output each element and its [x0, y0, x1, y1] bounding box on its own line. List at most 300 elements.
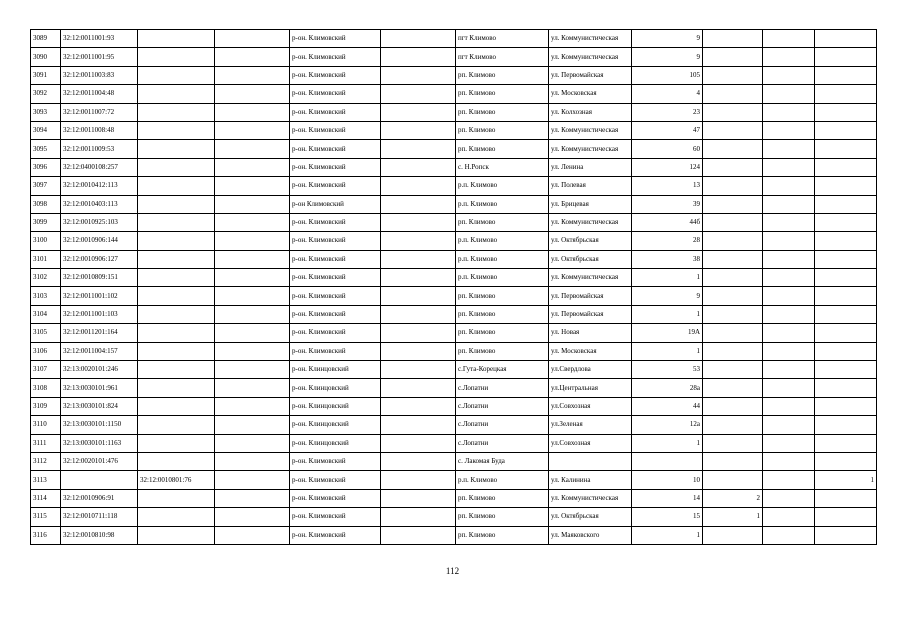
empty-cell: [215, 232, 290, 250]
district-cell: р-он. Климовский: [290, 121, 381, 139]
empty-cell: [763, 397, 815, 415]
value-cell-2: [815, 452, 877, 470]
district-cell: р-он. Климовский: [290, 30, 381, 48]
cadastral-number: 32:12:0011004:157: [61, 342, 138, 360]
cadastral-number: 32:12:0010810:98: [61, 526, 138, 544]
row-number: 3097: [31, 177, 61, 195]
street-cell: ул. Брицевая: [549, 195, 632, 213]
empty-cell: [381, 213, 456, 231]
empty-cell: [381, 379, 456, 397]
house-number: 1: [632, 526, 703, 544]
house-number: 47: [632, 121, 703, 139]
street-cell: ул. Октябрьская: [549, 508, 632, 526]
locality-cell: рп. Климово: [456, 324, 549, 342]
house-number: 12а: [632, 416, 703, 434]
house-number: 9: [632, 48, 703, 66]
cadastral-number: 32:12:0011007:72: [61, 103, 138, 121]
district-cell: р-он. Климовский: [290, 452, 381, 470]
house-number: 23: [632, 103, 703, 121]
empty-cell: [381, 489, 456, 507]
cadastral-number: 32:12:0011008:48: [61, 121, 138, 139]
row-number: 3091: [31, 66, 61, 84]
cadastral-number: 32:12:0010906:144: [61, 232, 138, 250]
district-cell: р-он Климовский: [290, 195, 381, 213]
empty-cell: [215, 397, 290, 415]
cadastral-number: 32:13:0030101:824: [61, 397, 138, 415]
table-row: [31, 195, 877, 213]
empty-cell: [381, 434, 456, 452]
empty-cell: [763, 250, 815, 268]
value-cell-2: [815, 140, 877, 158]
empty-cell: [381, 140, 456, 158]
house-number: 105: [632, 66, 703, 84]
locality-cell: р.п. Климово: [456, 232, 549, 250]
value-cell: [703, 140, 763, 158]
cadastral-number-2: [138, 140, 215, 158]
locality-cell: с.Лопатни: [456, 434, 549, 452]
cadastral-number: 32:12:0011003:83: [61, 66, 138, 84]
registry-table: [30, 29, 877, 545]
row-number: 3110: [31, 416, 61, 434]
table-row: [31, 471, 877, 489]
empty-cell: [381, 66, 456, 84]
empty-cell: [763, 30, 815, 48]
house-number: [632, 452, 703, 470]
table-row: [31, 269, 877, 287]
row-number: 3094: [31, 121, 61, 139]
empty-cell: [215, 177, 290, 195]
empty-cell: [763, 232, 815, 250]
cadastral-number: 32:12:0010906:91: [61, 489, 138, 507]
district-cell: р-он. Климовский: [290, 103, 381, 121]
empty-cell: [381, 471, 456, 489]
house-number: 44: [632, 397, 703, 415]
cadastral-number-2: [138, 489, 215, 507]
empty-cell: [215, 48, 290, 66]
cadastral-number: 32:13:0030101:961: [61, 379, 138, 397]
district-cell: р-он. Климовский: [290, 489, 381, 507]
cadastral-number-2: [138, 250, 215, 268]
locality-cell: с. Лакомая Буда: [456, 452, 549, 470]
value-cell-2: [815, 103, 877, 121]
district-cell: р-он. Климовский: [290, 269, 381, 287]
empty-cell: [763, 324, 815, 342]
locality-cell: с.Гута-Корецкая: [456, 361, 549, 379]
empty-cell: [381, 287, 456, 305]
locality-cell: р.п. Климово: [456, 250, 549, 268]
district-cell: р-он. Климовский: [290, 158, 381, 176]
empty-cell: [215, 66, 290, 84]
district-cell: р-он. Клинцовский: [290, 416, 381, 434]
table-row: [31, 526, 877, 544]
value-cell: [703, 103, 763, 121]
house-number: 53: [632, 361, 703, 379]
value-cell-2: [815, 508, 877, 526]
street-cell: ул.Свердлова: [549, 361, 632, 379]
empty-cell: [215, 489, 290, 507]
street-cell: ул. Московская: [549, 85, 632, 103]
cadastral-number: 32:12:0010925:103: [61, 213, 138, 231]
district-cell: р-он. Климовский: [290, 471, 381, 489]
empty-cell: [381, 195, 456, 213]
street-cell: ул. Коммунистическая: [549, 48, 632, 66]
row-number: 3115: [31, 508, 61, 526]
value-cell: [703, 471, 763, 489]
cadastral-number: 32:12:0011004:48: [61, 85, 138, 103]
value-cell-2: [815, 269, 877, 287]
row-number: 3106: [31, 342, 61, 360]
table-row: [31, 361, 877, 379]
value-cell: [703, 269, 763, 287]
value-cell: [703, 232, 763, 250]
value-cell: [703, 397, 763, 415]
table-row: [31, 66, 877, 84]
empty-cell: [381, 121, 456, 139]
locality-cell: рп. Климово: [456, 103, 549, 121]
value-cell-2: [815, 232, 877, 250]
cadastral-number-2: [138, 232, 215, 250]
empty-cell: [381, 85, 456, 103]
empty-cell: [215, 269, 290, 287]
value-cell: [703, 379, 763, 397]
cadastral-number: 32:12:0400108:257: [61, 158, 138, 176]
empty-cell: [381, 232, 456, 250]
row-number: 3111: [31, 434, 61, 452]
locality-cell: рп. Климово: [456, 342, 549, 360]
cadastral-number: 32:13:0020101:246: [61, 361, 138, 379]
empty-cell: [763, 158, 815, 176]
locality-cell: рп. Климово: [456, 85, 549, 103]
empty-cell: [381, 361, 456, 379]
table-row: [31, 48, 877, 66]
cadastral-number-2: [138, 434, 215, 452]
locality-cell: рп. Климово: [456, 66, 549, 84]
cadastral-number-2: [138, 48, 215, 66]
house-number: 39: [632, 195, 703, 213]
value-cell: [703, 434, 763, 452]
value-cell: [703, 416, 763, 434]
value-cell: [703, 177, 763, 195]
table-row: [31, 103, 877, 121]
cadastral-number: 32:13:0030101:1163: [61, 434, 138, 452]
row-number: 3092: [31, 85, 61, 103]
cadastral-number: 32:12:0011001:103: [61, 305, 138, 323]
empty-cell: [763, 48, 815, 66]
table-row: [31, 85, 877, 103]
cadastral-number-2: [138, 379, 215, 397]
table-row: [31, 416, 877, 434]
street-cell: ул. Новая: [549, 324, 632, 342]
cadastral-number-2: [138, 305, 215, 323]
value-cell-2: [815, 397, 877, 415]
table-row: [31, 121, 877, 139]
district-cell: р-он. Климовский: [290, 232, 381, 250]
street-cell: ул. Коммунистическая: [549, 489, 632, 507]
locality-cell: рп. Климово: [456, 489, 549, 507]
empty-cell: [381, 526, 456, 544]
row-number: 3116: [31, 526, 61, 544]
row-number: 3112: [31, 452, 61, 470]
house-number: 13: [632, 177, 703, 195]
empty-cell: [215, 85, 290, 103]
empty-cell: [215, 158, 290, 176]
empty-cell: [381, 103, 456, 121]
cadastral-number: 32:12:0011001:95: [61, 48, 138, 66]
locality-cell: р.п. Климово: [456, 269, 549, 287]
street-cell: ул. Калинина: [549, 471, 632, 489]
row-number: 3098: [31, 195, 61, 213]
cadastral-number: 32:12:0010906:127: [61, 250, 138, 268]
empty-cell: [381, 342, 456, 360]
row-number: 3102: [31, 269, 61, 287]
district-cell: р-он. Климовский: [290, 48, 381, 66]
cadastral-number: 32:12:0011001:102: [61, 287, 138, 305]
empty-cell: [215, 526, 290, 544]
empty-cell: [215, 452, 290, 470]
locality-cell: пгт Климово: [456, 48, 549, 66]
row-number: 3089: [31, 30, 61, 48]
district-cell: р-он. Климовский: [290, 250, 381, 268]
empty-cell: [763, 526, 815, 544]
district-cell: р-он. Климовский: [290, 287, 381, 305]
cadastral-number: 32:12:0010403:113: [61, 195, 138, 213]
locality-cell: с.Лопатни: [456, 397, 549, 415]
table-row: [31, 324, 877, 342]
locality-cell: р.п. Климово: [456, 177, 549, 195]
street-cell: ул. Коммунистическая: [549, 30, 632, 48]
row-number: 3095: [31, 140, 61, 158]
cadastral-number: [61, 471, 138, 489]
value-cell: [703, 526, 763, 544]
empty-cell: [215, 213, 290, 231]
street-cell: ул. Коммунистическая: [549, 269, 632, 287]
row-number: 3099: [31, 213, 61, 231]
empty-cell: [763, 434, 815, 452]
row-number: 3105: [31, 324, 61, 342]
empty-cell: [763, 489, 815, 507]
table-row: [31, 452, 877, 470]
value-cell: [703, 66, 763, 84]
row-number: 3108: [31, 379, 61, 397]
cadastral-number-2: 32:12:0010801:76: [138, 471, 215, 489]
empty-cell: [763, 305, 815, 323]
cadastral-number-2: [138, 452, 215, 470]
value-cell: [703, 287, 763, 305]
empty-cell: [381, 508, 456, 526]
district-cell: р-он. Климовский: [290, 526, 381, 544]
value-cell-2: [815, 121, 877, 139]
street-cell: ул.Зеленая: [549, 416, 632, 434]
house-number: 9: [632, 287, 703, 305]
house-number: 4: [632, 85, 703, 103]
empty-cell: [381, 305, 456, 323]
page-number: 112: [445, 566, 460, 576]
row-number: 3100: [31, 232, 61, 250]
empty-cell: [763, 103, 815, 121]
street-cell: ул. Ленина: [549, 158, 632, 176]
district-cell: р-он. Клинцовский: [290, 397, 381, 415]
empty-cell: [381, 416, 456, 434]
row-number: 3114: [31, 489, 61, 507]
cadastral-number: 32:12:0010711:118: [61, 508, 138, 526]
value-cell: [703, 305, 763, 323]
value-cell: [703, 85, 763, 103]
value-cell-2: [815, 434, 877, 452]
cadastral-number-2: [138, 66, 215, 84]
value-cell-2: [815, 305, 877, 323]
empty-cell: [763, 213, 815, 231]
locality-cell: с.Лопатни: [456, 416, 549, 434]
empty-cell: [381, 269, 456, 287]
street-cell: ул. Маяковского: [549, 526, 632, 544]
empty-cell: [763, 342, 815, 360]
street-cell: ул. Московская: [549, 342, 632, 360]
street-cell: ул. Полевая: [549, 177, 632, 195]
street-cell: [549, 452, 632, 470]
house-number: 44б: [632, 213, 703, 231]
house-number: 1: [632, 269, 703, 287]
value-cell-2: [815, 287, 877, 305]
house-number: 14: [632, 489, 703, 507]
cadastral-number: 32:12:0011001:93: [61, 30, 138, 48]
cadastral-number: 32:12:0011201:164: [61, 324, 138, 342]
table-row: [31, 434, 877, 452]
locality-cell: с.Лопатни: [456, 379, 549, 397]
value-cell-2: [815, 361, 877, 379]
value-cell: 1: [703, 508, 763, 526]
value-cell: [703, 158, 763, 176]
street-cell: ул. Октябрьская: [549, 250, 632, 268]
table-row: [31, 379, 877, 397]
empty-cell: [381, 177, 456, 195]
table-body: [31, 30, 877, 545]
cadastral-number-2: [138, 526, 215, 544]
table-row: [31, 177, 877, 195]
district-cell: р-он. Клинцовский: [290, 361, 381, 379]
empty-cell: [215, 103, 290, 121]
district-cell: р-он. Климовский: [290, 305, 381, 323]
value-cell-2: [815, 416, 877, 434]
empty-cell: [215, 195, 290, 213]
empty-cell: [215, 30, 290, 48]
locality-cell: пгт Климово: [456, 30, 549, 48]
table-row: [31, 213, 877, 231]
value-cell-2: [815, 158, 877, 176]
house-number: 9: [632, 30, 703, 48]
house-number: 38: [632, 250, 703, 268]
value-cell-2: [815, 66, 877, 84]
locality-cell: рп. Климово: [456, 287, 549, 305]
cadastral-number-2: [138, 269, 215, 287]
house-number: 60: [632, 140, 703, 158]
empty-cell: [381, 48, 456, 66]
house-number: 1: [632, 305, 703, 323]
street-cell: ул. Коммунистическая: [549, 213, 632, 231]
cadastral-number-2: [138, 397, 215, 415]
value-cell: 2: [703, 489, 763, 507]
house-number: 28а: [632, 379, 703, 397]
table-row: [31, 305, 877, 323]
empty-cell: [215, 342, 290, 360]
empty-cell: [381, 158, 456, 176]
empty-cell: [215, 508, 290, 526]
empty-cell: [763, 452, 815, 470]
house-number: 124: [632, 158, 703, 176]
locality-cell: р.п. Климово: [456, 471, 549, 489]
cadastral-number-2: [138, 195, 215, 213]
locality-cell: с. Н.Ропск: [456, 158, 549, 176]
empty-cell: [763, 195, 815, 213]
empty-cell: [763, 140, 815, 158]
value-cell: [703, 361, 763, 379]
cadastral-number-2: [138, 361, 215, 379]
table-row: [31, 489, 877, 507]
empty-cell: [763, 361, 815, 379]
locality-cell: рп. Климово: [456, 508, 549, 526]
empty-cell: [215, 140, 290, 158]
street-cell: ул. Коммунистическая: [549, 140, 632, 158]
empty-cell: [215, 471, 290, 489]
cadastral-number: 32:12:0020101:476: [61, 452, 138, 470]
value-cell: [703, 213, 763, 231]
row-number: 3093: [31, 103, 61, 121]
table-row: [31, 158, 877, 176]
street-cell: ул. Коммунистическая: [549, 121, 632, 139]
street-cell: ул. Первомайская: [549, 66, 632, 84]
cadastral-number-2: [138, 324, 215, 342]
empty-cell: [763, 416, 815, 434]
table-row: [31, 250, 877, 268]
value-cell: [703, 324, 763, 342]
district-cell: р-он. Климовский: [290, 177, 381, 195]
empty-cell: [763, 508, 815, 526]
value-cell: [703, 452, 763, 470]
empty-cell: [381, 397, 456, 415]
empty-cell: [763, 287, 815, 305]
cadastral-number-2: [138, 85, 215, 103]
cadastral-number: 32:12:0011009:53: [61, 140, 138, 158]
value-cell-2: [815, 48, 877, 66]
cadastral-number-2: [138, 342, 215, 360]
empty-cell: [763, 379, 815, 397]
value-cell: [703, 250, 763, 268]
district-cell: р-он. Климовский: [290, 213, 381, 231]
value-cell: [703, 195, 763, 213]
row-number: 3109: [31, 397, 61, 415]
empty-cell: [215, 361, 290, 379]
street-cell: ул. Колхозная: [549, 103, 632, 121]
row-number: 3103: [31, 287, 61, 305]
value-cell-2: [815, 379, 877, 397]
value-cell-2: [815, 85, 877, 103]
house-number: 15: [632, 508, 703, 526]
table-row: [31, 397, 877, 415]
cadastral-number: 32:12:0010809:151: [61, 269, 138, 287]
value-cell-2: 1: [815, 471, 877, 489]
cadastral-number-2: [138, 287, 215, 305]
district-cell: р-он. Климовский: [290, 342, 381, 360]
value-cell-2: [815, 526, 877, 544]
value-cell: [703, 121, 763, 139]
row-number: 3113: [31, 471, 61, 489]
empty-cell: [215, 287, 290, 305]
locality-cell: рп. Климово: [456, 526, 549, 544]
locality-cell: рп. Климово: [456, 121, 549, 139]
empty-cell: [215, 305, 290, 323]
empty-cell: [381, 324, 456, 342]
cadastral-number-2: [138, 30, 215, 48]
table-row: [31, 508, 877, 526]
